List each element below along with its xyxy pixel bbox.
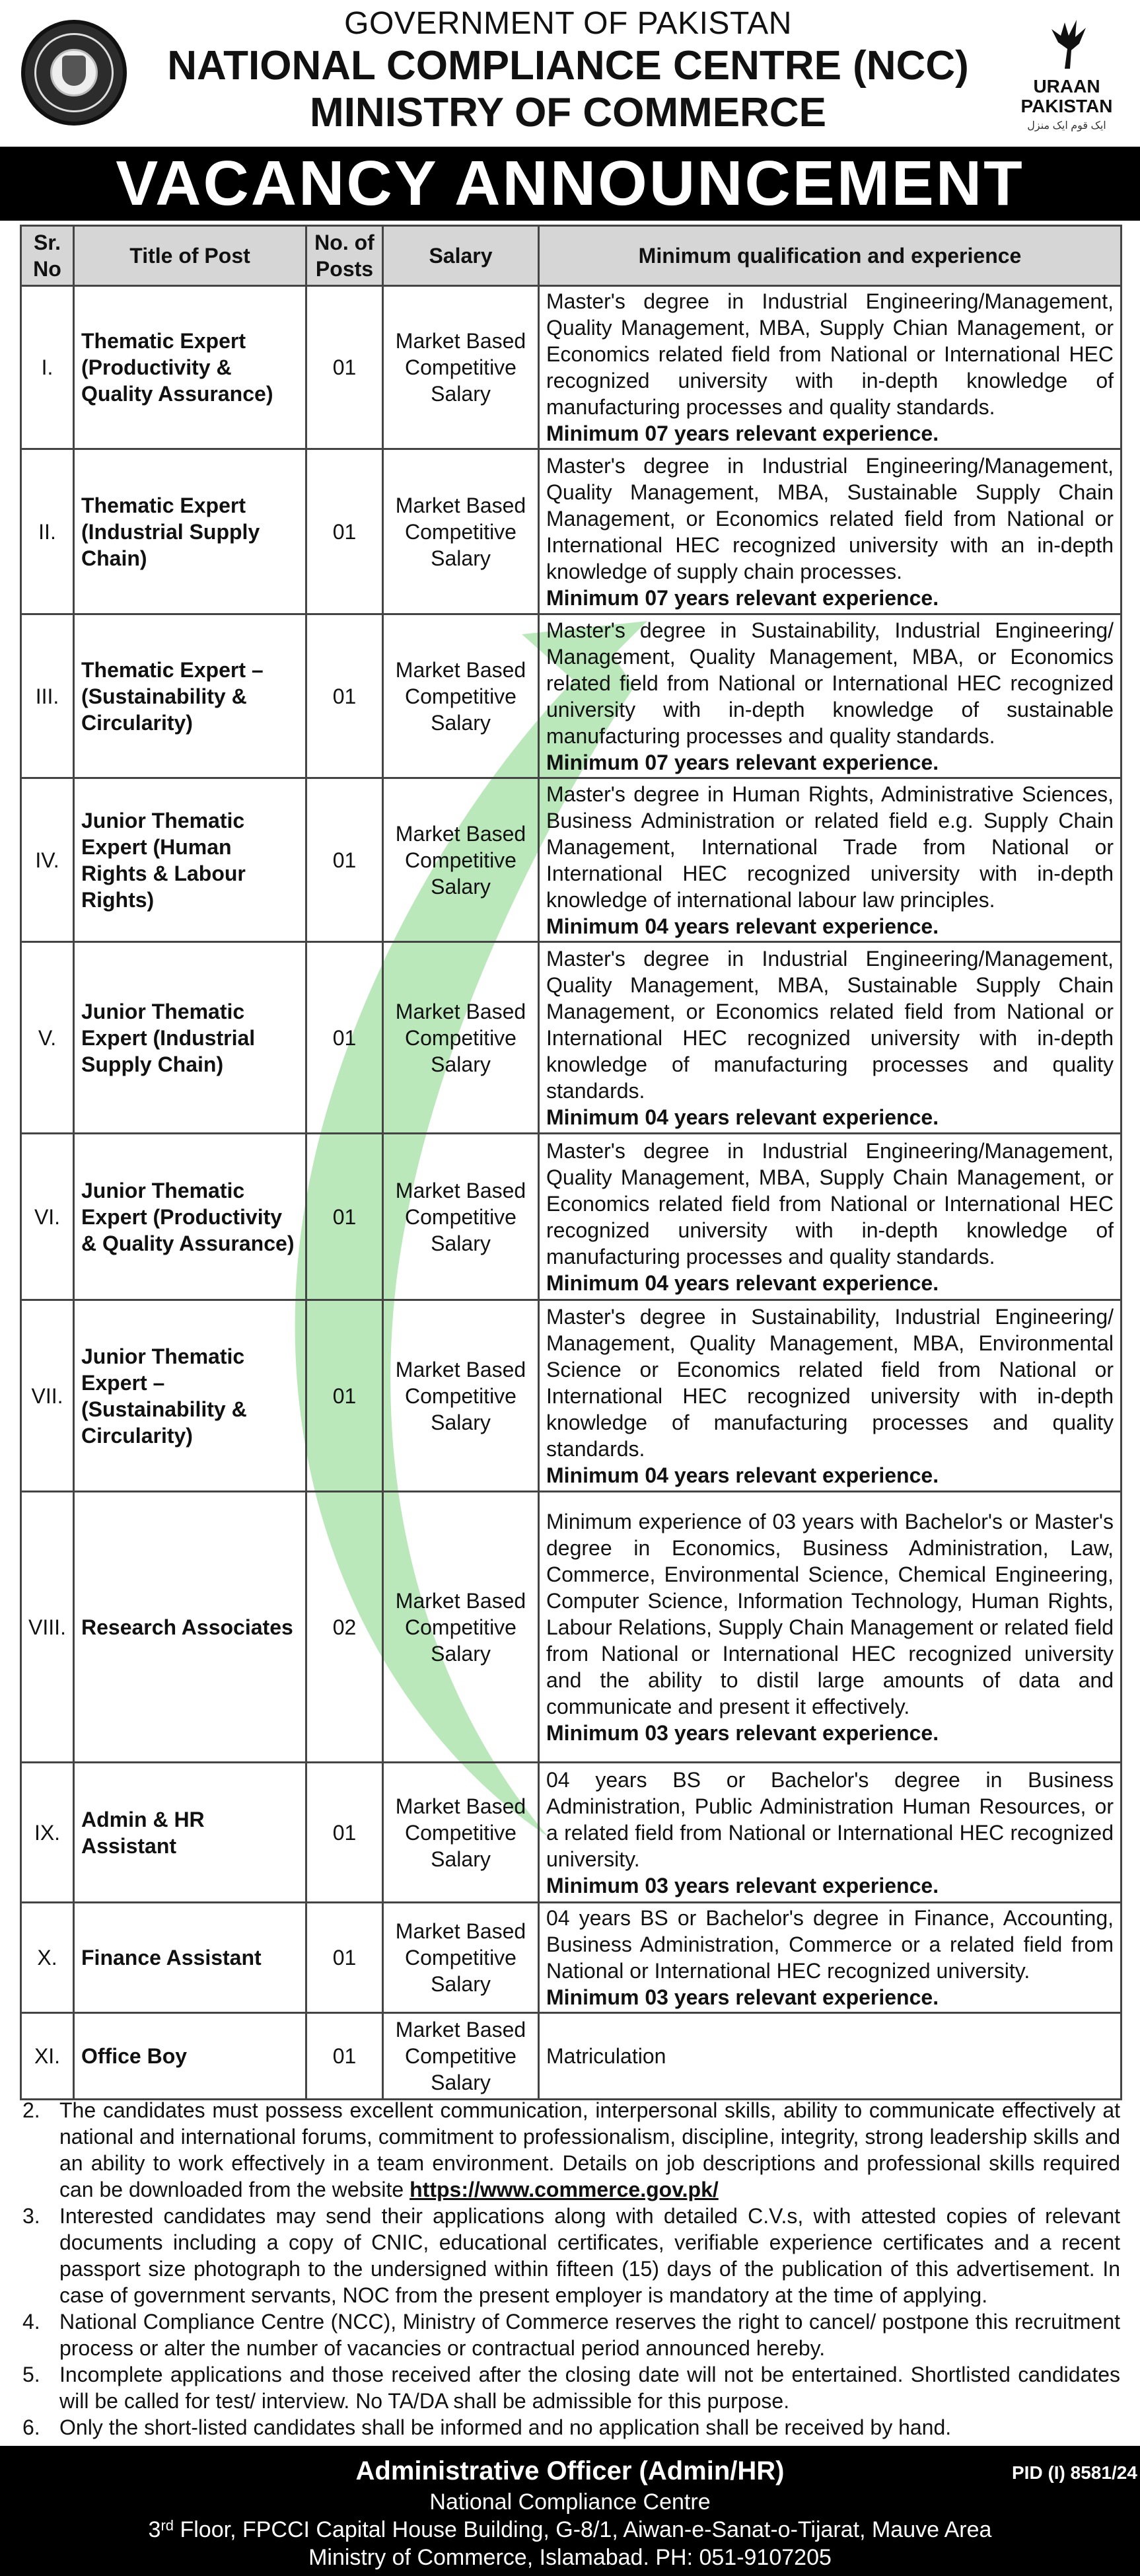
qualification-text: 04 years BS or Bachelor's degree in Business Administration, Public Administration Human Resources, or a related field from National or International HEC recognized university. [546, 1767, 1114, 1871]
post-title-cell: Finance Assistant [74, 1903, 306, 2013]
qualification-cell [539, 1134, 1122, 1300]
notes-section [20, 2097, 1120, 2441]
col-posts: No. of Posts [306, 226, 383, 286]
experience-requirement: Minimum 03 years relevant experience. [546, 1873, 939, 1897]
post-title-cell: Junior Thematic Expert – (Sustainability & Circularity) [74, 1300, 306, 1492]
note-text: Interested candidates may send their applications along with detailed C.V.s, with attested copies of relevant documents including a copy of CNIC, educational certificates, verifiable experience certificates and a recent passport size photograph to the undersigned within fifteen (15) days of the publication of this advertisement. In case of government servants, NOC from the present employer is mandatory at the time of applying. [59, 2204, 1120, 2307]
table-row [21, 2013, 1122, 2100]
note-text: The candidates must possess excellent communication, interpersonal skills, ability to communicate effectively at national and international forums, commitment to professionalism, discipline, integrity, strong leadership skills and an ability to work effectively in a team environment. Details on job descriptions and professional skills required can be downloaded from the website [59, 2098, 1120, 2201]
experience-requirement: Minimum 04 years relevant experience. [546, 914, 939, 938]
footer-org: National Compliance Centre [429, 2489, 711, 2515]
posts-count-cell: 02 [306, 1492, 383, 1763]
footer-address-line2: Ministry of Commerce, Islamabad. PH: 051-9107205 [308, 2545, 832, 2570]
qualification-text: Master's degree in Sustainability, Industrial Engineering/ Management, Quality Management, MBA, or Economics related field from National or International HEC recognized university with in-depth knowledge of sustainable manufacturing processes and quality standards. [546, 618, 1114, 748]
ministry-seal-icon [21, 20, 127, 126]
qualification-cell [539, 286, 1122, 449]
gov-line: GOVERNMENT OF PAKISTAN [344, 6, 792, 41]
posts-count-cell: 01 [306, 778, 383, 942]
qualification-cell [539, 449, 1122, 614]
ministry-line: MINISTRY OF COMMERCE [310, 90, 826, 135]
qualification-text: Master's degree in Industrial Engineering/Management, Quality Management, MBA, Sustainable Supply Chain Management, or Economics related field from National or International HEC recognized university with in-depth knowledge of manufacturing processes and quality standards. [546, 946, 1114, 1103]
experience-requirement: Minimum 03 years relevant experience. [546, 1720, 939, 1745]
table-row [21, 614, 1122, 778]
qualification-cell [539, 1903, 1122, 2013]
table-row [21, 286, 1122, 449]
posts-count-cell: 01 [306, 1903, 383, 2013]
post-title-cell: Admin & HR Assistant [74, 1763, 306, 1903]
header [0, 0, 1140, 147]
sr-cell: II. [21, 449, 74, 614]
sr-cell: III. [21, 614, 74, 778]
col-qualification: Minimum qualification and experience [539, 226, 1122, 286]
eagle-icon [1045, 16, 1091, 71]
table-row [21, 449, 1122, 614]
salary-cell: Market Based Competitive Salary [383, 286, 539, 449]
post-title-cell: Thematic Expert – (Sustainability & Circularity) [74, 614, 306, 778]
post-title-cell: Office Boy [74, 2013, 306, 2100]
note-item [20, 2203, 1120, 2308]
salary-cell: Market Based Competitive Salary [383, 614, 539, 778]
salary-cell: Market Based Competitive Salary [383, 1763, 539, 1903]
officer-title: Administrative Officer (Admin/HR) [355, 2456, 785, 2485]
posts-count-cell: 01 [306, 1763, 383, 1903]
qualification-cell [539, 1300, 1122, 1492]
table-row [21, 1903, 1122, 2013]
salary-cell: Market Based Competitive Salary [383, 1492, 539, 1763]
posts-count-cell: 01 [306, 1300, 383, 1492]
qualification-cell [539, 778, 1122, 942]
qualification-cell [539, 1492, 1122, 1763]
pid-number: PID (I) 8581/24 [1012, 2462, 1137, 2483]
experience-requirement: Minimum 07 years relevant experience. [546, 750, 939, 774]
col-title: Title of Post [74, 226, 306, 286]
note-number: 4. [22, 2310, 40, 2334]
qualification-cell [539, 614, 1122, 778]
qualification-cell [539, 2013, 1122, 2100]
posts-count-cell: 01 [306, 2013, 383, 2100]
note-text: Only the short-listed candidates shall be informed and no application shall be received by hand. [59, 2415, 952, 2439]
vacancy-banner: VACANCY ANNOUNCEMENT [0, 147, 1140, 221]
qualification-text: Master's degree in Human Rights, Administrative Sciences, Business Administration or related field e.g. Supply Chain Management, International Trade from National or International HEC recognized university with in-depth knowledge of international labour law principles. [546, 782, 1114, 912]
sr-cell: VIII. [21, 1492, 74, 1763]
qualification-text: Matriculation [546, 2044, 666, 2068]
salary-cell: Market Based Competitive Salary [383, 1134, 539, 1300]
post-title-cell: Thematic Expert (Productivity & Quality Assurance) [74, 286, 306, 449]
uraan-line2: PAKISTAN [1020, 96, 1113, 116]
col-salary: Salary [383, 226, 539, 286]
qualification-text: Minimum experience of 03 years with Bachelor's or Master's degree in Economics, Business Administration, Law, Commerce, Environmental Science, Chemical Engineering, Computer Science, Information Technology, Human Rights, Labour Relations, Supply Chain Management or related field from National or International HEC recognized university and the ability to distil large amounts of data and communicate and present it effectively. [546, 1509, 1114, 1718]
commerce-website-link[interactable]: https://www.commerce.gov.pk/ [410, 2178, 719, 2201]
table-row [21, 1300, 1122, 1492]
salary-cell: Market Based Competitive Salary [383, 1903, 539, 2013]
post-title-cell: Research Associates [74, 1492, 306, 1763]
sr-cell: VI. [21, 1134, 74, 1300]
qualification-cell [539, 942, 1122, 1134]
posts-count-cell: 01 [306, 449, 383, 614]
table-row [21, 1492, 1122, 1763]
post-title-cell: Junior Thematic Expert (Human Rights & Labour Rights) [74, 778, 306, 942]
post-title-cell: Junior Thematic Expert (Productivity & Quality Assurance) [74, 1134, 306, 1300]
uraan-pakistan-logo [1004, 16, 1129, 135]
qualification-text: Master's degree in Industrial Engineering/Management, Quality Management, MBA, Supply Chian Management, or Economics related field from National or International HEC recognized university with in-depth knowledge of manufacturing processes and quality standards. [546, 289, 1114, 419]
org-line: NATIONAL COMPLIANCE CENTRE (NCC) [167, 43, 969, 89]
note-number: 5. [22, 2363, 40, 2386]
uraan-line1: URAAN [1033, 76, 1100, 96]
sr-cell: I. [21, 286, 74, 449]
header-titles [132, 5, 1004, 136]
post-title-cell: Thematic Expert (Industrial Supply Chain) [74, 449, 306, 614]
posts-count-cell: 01 [306, 286, 383, 449]
note-number: 3. [22, 2204, 40, 2228]
col-sr-no: Sr. No [21, 226, 74, 286]
sr-cell: V. [21, 942, 74, 1134]
table-row [21, 942, 1122, 1134]
qualification-text: 04 years BS or Bachelor's degree in Finance, Accounting, Business Administration, Commerce or a related field from National or International HEC recognized university. [546, 1906, 1114, 1983]
post-title-cell: Junior Thematic Expert (Industrial Supply Chain) [74, 942, 306, 1134]
posts-count-cell: 01 [306, 1134, 383, 1300]
table-row [21, 1763, 1122, 1903]
experience-requirement: Minimum 04 years relevant experience. [546, 1105, 939, 1129]
note-number: 6. [22, 2415, 40, 2439]
note-text: National Compliance Centre (NCC), Ministry of Commerce reserves the right to cancel/ postpone this recruitment process or alter the number of vacancies or contractual period announced hereby. [59, 2310, 1120, 2360]
note-item [20, 2097, 1120, 2203]
footer [0, 2446, 1140, 2576]
qualification-text: Master's degree in Industrial Engineering/Management, Quality Management, MBA, Supply Chain Management, or Economics related field from National or International HEC recognized university with in-depth knowledge of manufacturing processes and quality standards. [546, 1138, 1114, 1269]
sr-cell: IX. [21, 1763, 74, 1903]
note-item [20, 2361, 1120, 2414]
sr-cell: IV. [21, 778, 74, 942]
salary-cell: Market Based Competitive Salary [383, 2013, 539, 2100]
sr-cell: XI. [21, 2013, 74, 2100]
qualification-cell [539, 1763, 1122, 1903]
salary-cell: Market Based Competitive Salary [383, 778, 539, 942]
table-row [21, 1134, 1122, 1300]
sr-cell: X. [21, 1903, 74, 2013]
posts-count-cell: 01 [306, 614, 383, 778]
salary-cell: Market Based Competitive Salary [383, 1300, 539, 1492]
salary-cell: Market Based Competitive Salary [383, 942, 539, 1134]
qualification-text: Master's degree in Industrial Engineering/Management, Quality Management, MBA, Sustainable Supply Chain Management, or Economics related field from National or International HEC recognized university with an in-depth knowledge of supply chain processes. [546, 453, 1114, 583]
footer-address: 3rd Floor, FPCCI Capital House Building, G-8/1, Aiwan-e-Sanat-o-Tijarat, Mauve Area [148, 2517, 992, 2542]
experience-requirement: Minimum 07 years relevant experience. [546, 422, 939, 445]
experience-requirement: Minimum 04 years relevant experience. [546, 1270, 939, 1295]
note-text: Incomplete applications and those received after the closing date will not be entertained. Shortlisted candidates will be called for test/ interview. No TA/DA shall be admissible for this purpose. [59, 2363, 1120, 2413]
note-number: 2. [22, 2098, 40, 2122]
table-row [21, 778, 1122, 942]
experience-requirement: Minimum 03 years relevant experience. [546, 1985, 939, 2009]
qualification-text: Master's degree in Sustainability, Industrial Engineering/ Management, Quality Management, MBA, Environmental Science or Economics related field from National or International HEC recognized university with in-depth knowledge of manufacturing processes and quality standards. [546, 1304, 1114, 1461]
note-item [20, 2308, 1120, 2361]
posts-count-cell: 01 [306, 942, 383, 1134]
table-header-row [21, 226, 1122, 286]
experience-requirement: Minimum 04 years relevant experience. [546, 1463, 939, 1487]
salary-cell: Market Based Competitive Salary [383, 449, 539, 614]
note-item [20, 2414, 1120, 2441]
sr-cell: VII. [21, 1300, 74, 1492]
experience-requirement: Minimum 07 years relevant experience. [546, 585, 939, 610]
uraan-tagline: ایک قوم ایک منزل [1027, 120, 1106, 131]
vacancy-table [20, 225, 1120, 2100]
